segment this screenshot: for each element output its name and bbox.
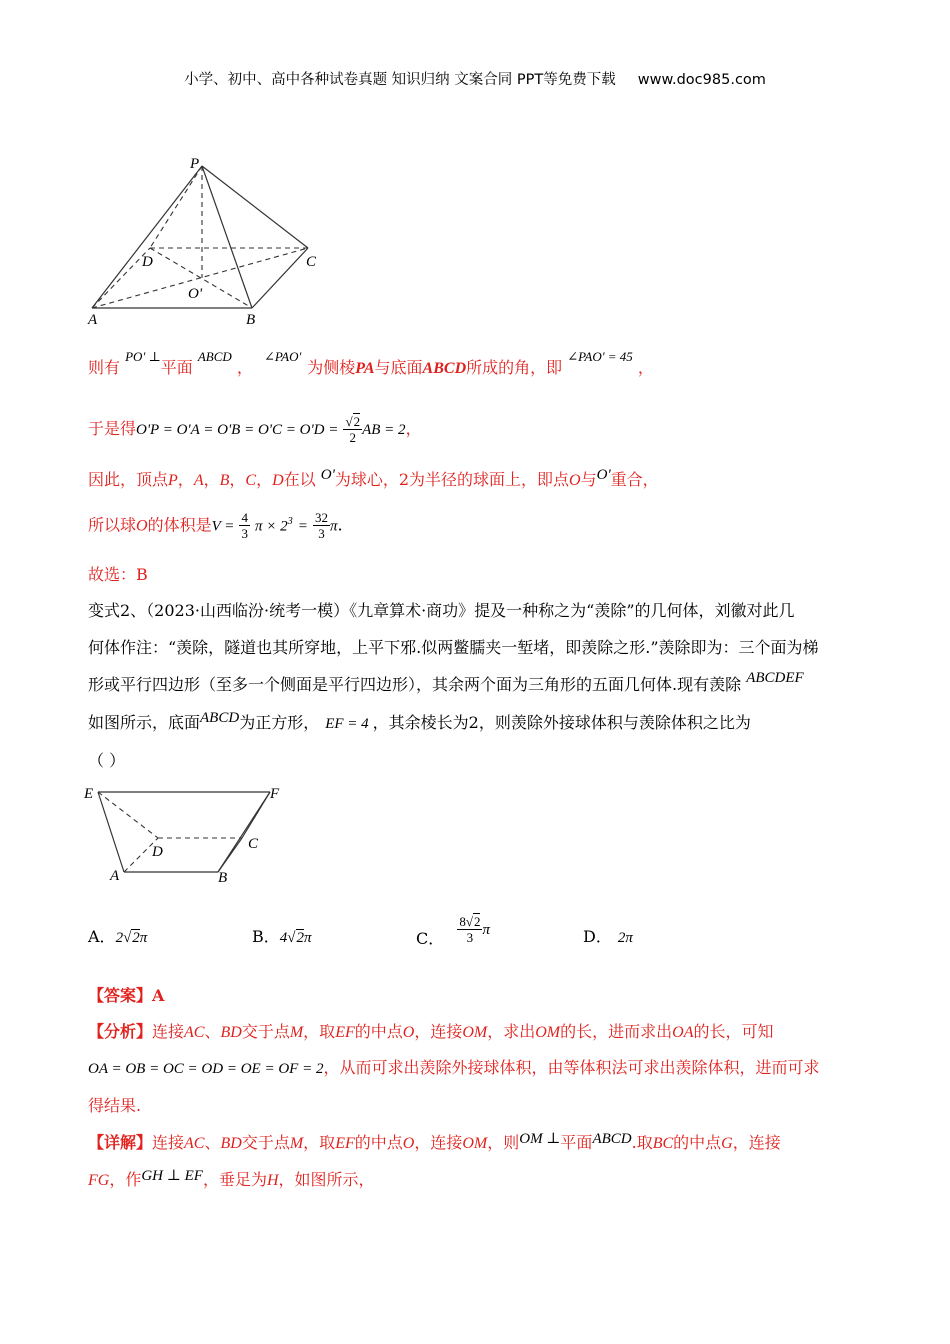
text: ABCD [422,360,467,377]
formula-gh-perp-ef: GH ⊥ EF [141,1168,203,1184]
text: 形或平行四边形（至多一个侧面是平行四边形），其余两个面为三角形的五面几何体.现有羡除 [88,675,742,694]
formula-po-perp: PO' ⊥ [125,349,161,364]
text: ，连接 [414,1133,463,1152]
label-o-prime: O' [188,286,203,302]
text: P [168,472,178,489]
formula-o-prime: O' [320,467,335,483]
problem2-line1: 变式2、（2023·山西临汾·统考一模）《九章算术·商功》提及一种称之为“羡除”的几何体，刘徽对此几 [88,601,795,620]
option-a[interactable]: A．2√2π [88,927,148,946]
radicand: 2 [296,930,304,946]
text: 、 [204,1133,221,1152]
label-e: E [84,786,94,802]
text: . [337,515,343,535]
label-a: A [88,312,98,328]
text: 与底面 [374,358,423,377]
text: 平面 [160,358,193,377]
text: D [272,472,284,489]
text: PA [355,360,375,377]
text: ，连接 [414,1022,463,1041]
formula-ef-4: EF = 4 [325,716,369,732]
option-b[interactable]: B．4√2π [252,927,312,946]
text: 交于点 [241,1133,290,1152]
formula-equal-radii: O'P = O'A = O'B = O'C = O'D = [136,422,339,438]
text: ，如图所示， [278,1170,375,1189]
formula-abcd: ABCD [197,349,232,364]
fraction-4-3 [239,510,250,541]
formula-angle-45: ∠PAO' = 45 [567,349,633,364]
formula-o-prime-2: O' [596,467,611,483]
text: 为正方形， [239,713,320,732]
coef: 4 [279,930,288,946]
label-d: D [152,844,163,860]
label-c: C [306,254,317,270]
text: OA [672,1024,694,1041]
text: 为球心， [334,470,399,489]
text: OM [535,1024,561,1041]
solution1-answer: 故选：B [88,565,148,584]
edge-pd [150,166,202,248]
edge-bc [218,838,242,872]
text: B [219,472,230,489]
text: BC [652,1135,674,1152]
text: 与 [580,470,597,489]
text: 为半径的球面上，即点 [409,470,570,489]
problem2-line3 [88,670,804,698]
value: 2π [617,930,633,946]
text: O [569,472,581,489]
text: .取 [631,1133,653,1152]
edge-ed [98,792,158,838]
text: OM [462,1135,488,1152]
xianchu-figure [80,778,300,888]
analysis-line3: 得结果. [88,1096,142,1115]
text: 则有 [88,358,121,377]
text: ， [256,470,273,489]
label-b: B [246,312,256,328]
text: 所成的角，即 [466,358,563,377]
edge-bc [252,248,308,308]
pi: π [304,930,312,946]
option-label: A． [88,927,116,946]
text: ，则 [487,1133,520,1152]
text: ， [405,419,422,438]
denominator: 3 [466,930,474,945]
text: 重合， [610,470,659,489]
solution1-line4 [88,510,343,541]
page-header [0,68,950,89]
formula-all-equal-2: OA = OB = OC = OD = OE = OF = 2 [88,1061,324,1077]
formula-equals: = [297,518,308,535]
denominator: 3 [241,526,248,542]
text: H [266,1172,279,1189]
text: G [721,1135,733,1152]
label-f: F [270,786,280,802]
text: ， [637,358,654,377]
text: M [289,1024,304,1041]
formula-om-perp: OM ⊥ [519,1131,561,1147]
fraction-8sqrt2-3: $\frac{8√2}{3}$ [459,914,481,945]
radicand: 2 [132,930,140,946]
text: 在以 [283,470,316,489]
answer2 [88,984,164,1008]
analysis-tag: 【分析】 [88,1022,153,1041]
formula-pi: π [330,518,338,535]
option-label: C． [416,929,445,948]
text: 的体积是 [147,515,212,535]
text: ， [229,470,246,489]
text: BD [220,1024,242,1041]
text: FG [88,1172,110,1189]
text: 的中点 [354,1133,403,1152]
text: 的中点 [354,1022,403,1041]
text: ， [177,470,194,489]
text: 的长，可知 [693,1022,774,1041]
text: EF [335,1135,355,1152]
coef: 2 [115,930,124,946]
numerator: 4 [241,510,248,526]
label-c: C [248,836,259,852]
formula-abcdef: ABCDEF [746,670,804,686]
text: ，取 [303,1133,336,1152]
edge-fc [242,792,270,838]
denominator: 3 [318,526,325,542]
problem2-line2: 何体作注：“羡除，隧道也其所穿地，上平下邪.似两鳖臑夹一堑堵，即羡除之形.”羡除即为：三个面为梯 [88,638,819,657]
text: A [193,472,204,489]
text: OM [462,1024,488,1041]
problem2-line4 [88,711,751,736]
option-label: B． [252,927,280,946]
analysis-line2 [88,1056,819,1081]
option-d[interactable] [583,924,633,947]
text: ，作 [109,1170,142,1189]
answer-tag: 【答案】 [88,986,153,1005]
text: O [402,1024,415,1041]
formula-pi-times: π × 2 [255,518,288,535]
text: 平面 [560,1133,593,1152]
text: 于是得 [88,419,137,438]
numerator-coef: 8 [459,914,466,929]
edge-ea [98,792,124,872]
option-label: D． [583,927,612,946]
text: ，其余棱长为2，则羡除外接球体积与羡除体积之比为 [372,713,751,732]
pi: π [139,930,148,946]
label-p: P [190,156,200,172]
text: ，连接 [732,1133,781,1152]
fraction-32-3 [313,510,330,541]
text: AC [184,1135,205,1152]
detail-line2 [88,1168,375,1193]
text: ，求出 [487,1022,536,1041]
answer-value: A [152,986,165,1005]
text: 为侧棱 [307,358,356,377]
text: ，垂足为 [202,1170,267,1189]
text: M [289,1135,304,1152]
analysis-line1 [88,1020,773,1045]
formula-ab-2: AB = 2 [362,422,406,438]
solution1-line1 [88,349,654,381]
text: 交于点 [241,1022,290,1041]
text: C [245,472,257,489]
text: 连接 [152,1133,185,1152]
text: 的长，进而求出 [560,1022,673,1041]
pi: π [482,922,490,938]
formula-v: V = [211,518,235,535]
text: O [136,517,148,535]
text: ，取 [303,1022,336,1041]
text: ，从而可求出羡除外接球体积，由等体积法可求出羡除体积，进而可求 [323,1058,820,1077]
text: ， [203,470,220,489]
exponent: 3 [287,516,293,527]
option-c[interactable] [416,914,490,955]
pyramid-figure [80,148,340,328]
numerator: 2 [353,414,361,429]
numerator-radicand: 2 [473,914,481,929]
text: 因此，顶点 [88,470,169,489]
text: 的中点 [673,1133,722,1152]
fraction-sqrt2-over-2: $\frac{√2}{2}$ [345,414,361,445]
text: AC [184,1024,205,1041]
text: 、 [204,1022,221,1041]
text: O [402,1135,415,1152]
formula-abcd: ABCD [592,1131,632,1147]
problem2-line5: （ ） [88,751,126,770]
text: 连接 [152,1022,185,1041]
solution1-line3 [88,468,659,493]
text: BD [220,1135,242,1152]
denominator: 2 [349,430,357,445]
text: EF [335,1024,355,1041]
text: ， [236,358,253,377]
label-b: B [218,870,228,886]
edge-pa [92,166,202,308]
label-d: D [142,254,153,270]
formula-angle-pao: ∠PAO' [263,349,302,364]
label-a: A [110,868,120,884]
edge-pc [202,166,308,248]
text: 如图所示，底面 [88,713,201,732]
solution1-line2 [88,414,422,445]
formula-abcd: ABCD [200,710,240,726]
numerator: 32 [315,510,328,526]
text: 2 [398,470,410,489]
edge-pb [202,166,252,308]
text: 所以球 [88,515,137,535]
header-text: 小学、初中、高中各种试卷真题 知识归纳 文案合同 PPT等免费下载 [184,72,616,88]
detail-line1 [88,1131,781,1156]
detail-tag: 【详解】 [88,1133,153,1152]
header-site: www.doc985.com [637,72,766,88]
